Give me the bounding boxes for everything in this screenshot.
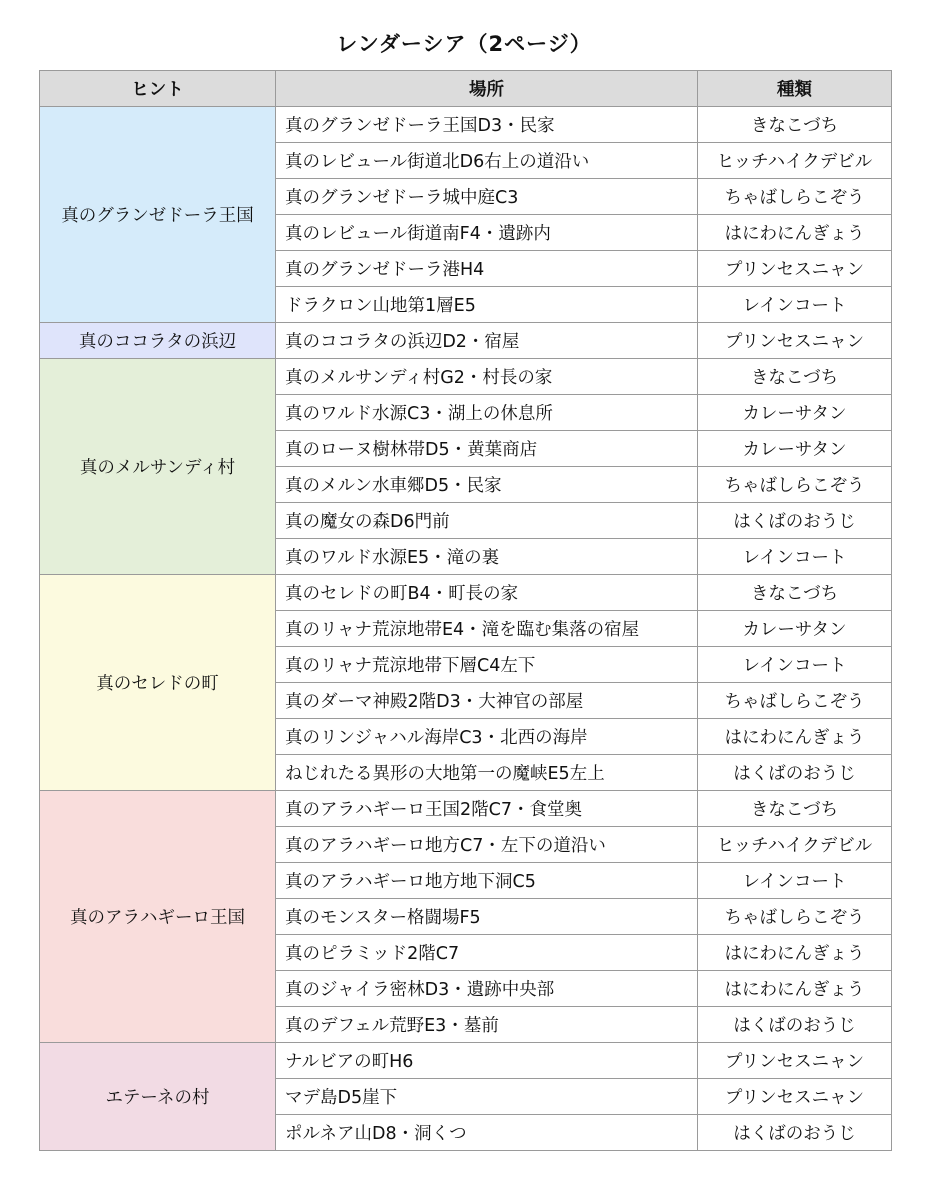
table-row — [40, 575, 892, 611]
item-table — [39, 70, 892, 1151]
type-cell: きなこづち — [698, 359, 892, 395]
location-cell: 真のデフェル荒野E3・墓前 — [276, 1007, 698, 1043]
table-row — [40, 107, 892, 143]
type-cell: はくばのおうじ — [698, 503, 892, 539]
location-cell: 真のレビュール街道南F4・遺跡内 — [276, 215, 698, 251]
type-cell: はくばのおうじ — [698, 1115, 892, 1151]
table-row — [40, 1043, 892, 1079]
table-body — [40, 107, 892, 1151]
type-cell: はくばのおうじ — [698, 1007, 892, 1043]
hint-cell: 真のグランゼドーラ王国 — [40, 107, 276, 323]
type-cell: ちゃばしらこぞう — [698, 683, 892, 719]
type-cell: ちゃばしらこぞう — [698, 179, 892, 215]
location-cell: 真のリンジャハル海岸C3・北西の海岸 — [276, 719, 698, 755]
type-cell: はにわにんぎょう — [698, 215, 892, 251]
location-cell: 真のココラタの浜辺D2・宿屋 — [276, 323, 698, 359]
type-cell: カレーサタン — [698, 431, 892, 467]
hint-cell: 真のココラタの浜辺 — [40, 323, 276, 359]
type-cell: ちゃばしらこぞう — [698, 899, 892, 935]
table-row — [40, 359, 892, 395]
table-row — [40, 791, 892, 827]
type-cell: はにわにんぎょう — [698, 719, 892, 755]
header-type: 種類 — [698, 71, 892, 107]
location-cell: 真のグランゼドーラ王国D3・民家 — [276, 107, 698, 143]
hint-cell: エテーネの村 — [40, 1043, 276, 1151]
type-cell: ちゃばしらこぞう — [698, 467, 892, 503]
type-cell: ヒッチハイクデビル — [698, 143, 892, 179]
location-cell: 真の魔女の森D6門前 — [276, 503, 698, 539]
type-cell: プリンセスニャン — [698, 323, 892, 359]
location-cell: 真のアラハギーロ王国2階C7・食堂奥 — [276, 791, 698, 827]
hint-cell: 真のセレドの町 — [40, 575, 276, 791]
location-cell: 真のレビュール街道北D6右上の道沿い — [276, 143, 698, 179]
location-cell: 真のピラミッド2階C7 — [276, 935, 698, 971]
type-cell: レインコート — [698, 539, 892, 575]
location-cell: 真のリャナ荒涼地帯下層C4左下 — [276, 647, 698, 683]
type-cell: きなこづち — [698, 791, 892, 827]
location-cell: 真のジャイラ密林D3・遺跡中央部 — [276, 971, 698, 1007]
type-cell: プリンセスニャン — [698, 251, 892, 287]
header-hint: ヒント — [40, 71, 276, 107]
location-cell: ドラクロン山地第1層E5 — [276, 287, 698, 323]
type-cell: はくばのおうじ — [698, 755, 892, 791]
location-cell: 真のメルン水車郷D5・民家 — [276, 467, 698, 503]
location-cell: 真のアラハギーロ地方地下洞C5 — [276, 863, 698, 899]
type-cell: カレーサタン — [698, 395, 892, 431]
location-cell: 真のワルド水源C3・湖上の休息所 — [276, 395, 698, 431]
location-cell: ねじれたる異形の大地第一の魔峡E5左上 — [276, 755, 698, 791]
page-title: レンダーシア（2ページ） — [336, 32, 592, 56]
location-cell: 真のモンスター格闘場F5 — [276, 899, 698, 935]
location-cell: ポルネア山D8・洞くつ — [276, 1115, 698, 1151]
location-cell: 真のメルサンディ村G2・村長の家 — [276, 359, 698, 395]
location-cell: 真のグランゼドーラ城中庭C3 — [276, 179, 698, 215]
type-cell: レインコート — [698, 863, 892, 899]
type-cell: ヒッチハイクデビル — [698, 827, 892, 863]
type-cell: レインコート — [698, 287, 892, 323]
type-cell: レインコート — [698, 647, 892, 683]
location-cell: 真のリャナ荒涼地帯E4・滝を臨む集落の宿屋 — [276, 611, 698, 647]
type-cell: はにわにんぎょう — [698, 971, 892, 1007]
type-cell: きなこづち — [698, 575, 892, 611]
hint-cell: 真のアラハギーロ王国 — [40, 791, 276, 1043]
location-cell: 真のアラハギーロ地方C7・左下の道沿い — [276, 827, 698, 863]
type-cell: はにわにんぎょう — [698, 935, 892, 971]
hint-cell: 真のメルサンディ村 — [40, 359, 276, 575]
location-cell: 真のダーマ神殿2階D3・大神官の部屋 — [276, 683, 698, 719]
location-cell: ナルビアの町H6 — [276, 1043, 698, 1079]
type-cell: きなこづち — [698, 107, 892, 143]
table-row — [40, 323, 892, 359]
type-cell: プリンセスニャン — [698, 1043, 892, 1079]
header-location: 場所 — [276, 71, 698, 107]
table-header-row — [40, 71, 892, 107]
location-cell: 真のグランゼドーラ港H4 — [276, 251, 698, 287]
type-cell: カレーサタン — [698, 611, 892, 647]
location-cell: 真のセレドの町B4・町長の家 — [276, 575, 698, 611]
location-cell: マデ島D5崖下 — [276, 1079, 698, 1115]
location-cell: 真のローヌ樹林帯D5・黄葉商店 — [276, 431, 698, 467]
location-cell: 真のワルド水源E5・滝の裏 — [276, 539, 698, 575]
type-cell: プリンセスニャン — [698, 1079, 892, 1115]
